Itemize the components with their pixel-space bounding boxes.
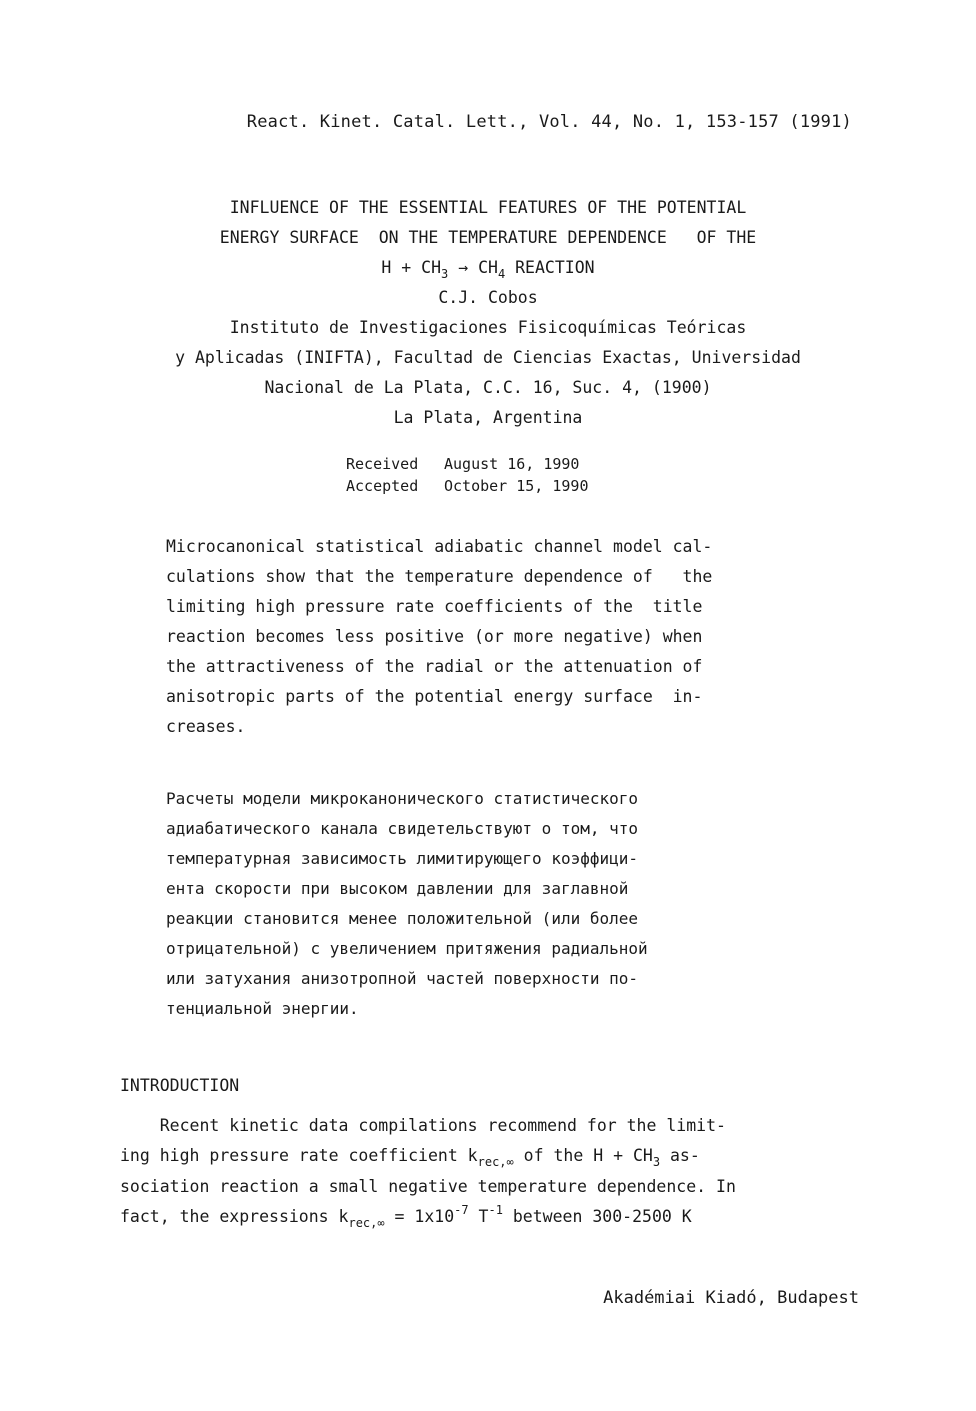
subscript: rec,∞ (348, 1216, 385, 1230)
publisher-footer: Akadémiai Kiadó, Budapest (603, 1288, 859, 1308)
abstract-line: Microcanonical statistical adiabatic channel model cal- (166, 537, 713, 556)
abstract-line: culations show that the temperature dependence of the (166, 567, 713, 586)
body-line: sociation reaction a small negative temperature dependence. In (120, 1177, 736, 1196)
abstract-ru-line: температурная зависимость лимитирующего коэффици- (166, 849, 639, 868)
author-block (0, 283, 976, 433)
dates-block (346, 453, 589, 497)
abstract-line: anisotropic parts of the potential energy surface in- (166, 687, 703, 706)
journal-reference: React. Kinet. Catal. Lett., Vol. 44, No. 1, 153-157 (1991) (246, 112, 852, 132)
accepted-date (346, 475, 589, 497)
abstract-ru-line: отрицательной) с увеличением притяжения радиальной (166, 939, 648, 958)
abstract-english (166, 532, 816, 742)
affiliation-line: Instituto de Investigaciones Fisicoquímicas Teóricas (229, 318, 747, 337)
accepted-label: Accepted (346, 477, 419, 495)
superscript: -7 (454, 1203, 469, 1217)
affiliation-line: Nacional de La Plata, C.C. 16, Suc. 4, (1900) (264, 378, 712, 397)
body-fragment: fact, the expressions k (120, 1207, 349, 1226)
abstract-ru-line: реакции становится менее положительной (или более (166, 909, 639, 928)
body-fragment: as- (660, 1146, 700, 1165)
body-fragment: = 1x10 (384, 1207, 455, 1226)
body-line: Recent kinetic data compilations recommend for the limit- (120, 1116, 726, 1135)
affiliation-line: La Plata, Argentina (393, 408, 583, 427)
abstract-line: reaction becomes less positive (or more negative) when (166, 627, 703, 646)
title-text: H + CH (381, 258, 442, 277)
abstract-line: limiting high pressure rate coefficients of the title (166, 597, 703, 616)
subscript: 3 (652, 1155, 661, 1169)
affiliation-line: y Aplicadas (INIFTA), Facultad de Ciencias Exactas, Universidad (175, 348, 801, 367)
received-value: August 16, 1990 (444, 455, 580, 473)
title-line-2: ENERGY SURFACE ON THE TEMPERATURE DEPENDENCE OF THE (219, 228, 757, 247)
received-label: Received (346, 455, 419, 473)
abstract-russian (166, 784, 816, 1024)
abstract-line: the attractiveness of the radial or the attenuation of (166, 657, 703, 676)
abstract-ru-line: ента скорости при высоком давлении для заглавной (166, 879, 629, 898)
subscript: 3 (441, 267, 449, 281)
abstract-line: creases. (166, 717, 246, 736)
abstract-ru-line: Расчеты модели микроканонического статистического (166, 789, 639, 808)
body-fragment: ing high pressure rate coefficient k (120, 1146, 478, 1165)
body-fragment: between 300-2500 K (502, 1207, 692, 1226)
superscript: -1 (488, 1203, 503, 1217)
title-text: REACTION (505, 258, 595, 277)
paper-title (0, 193, 976, 284)
accepted-value: October 15, 1990 (444, 477, 589, 495)
title-text: → CH (448, 258, 498, 277)
body-fragment: of the H + CH (513, 1146, 653, 1165)
abstract-ru-line: тенциальной энергии. (166, 999, 359, 1018)
author-name: C.J. Cobos (438, 288, 538, 307)
title-line-1: INFLUENCE OF THE ESSENTIAL FEATURES OF THE POTENTIAL (229, 198, 747, 217)
subscript: 4 (497, 267, 506, 281)
section-heading: INTRODUCTION (120, 1076, 240, 1095)
subscript: rec,∞ (477, 1155, 514, 1169)
abstract-ru-line: или затухания анизотропной частей поверхности по- (166, 969, 639, 988)
title-line-3 (0, 253, 976, 284)
body-fragment: T (468, 1207, 489, 1226)
introduction-text (120, 1111, 860, 1233)
body-line (120, 1202, 860, 1233)
received-date (346, 453, 589, 475)
body-line (120, 1141, 860, 1172)
abstract-ru-line: адиабатического канала свидетельствуют о том, что (166, 819, 639, 838)
